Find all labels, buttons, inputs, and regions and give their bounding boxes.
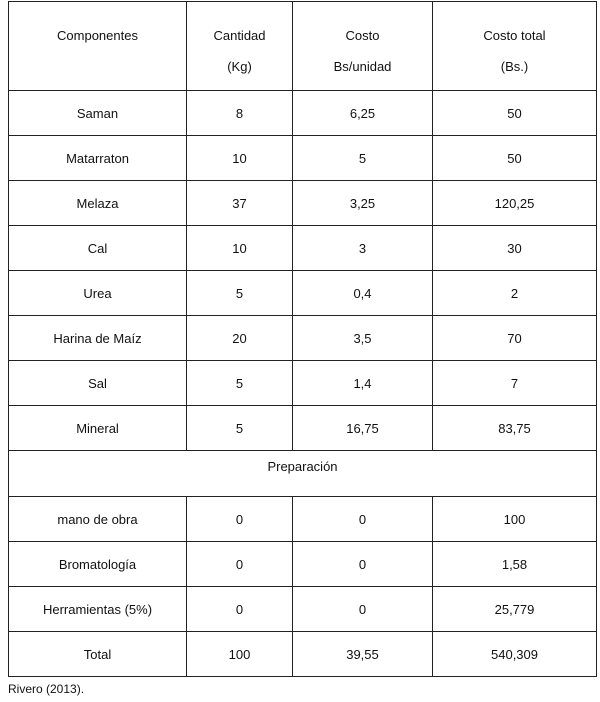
section-row [9,451,597,497]
cell-quantity: 20 [187,316,293,361]
source-citation: Rivero (2013). [8,682,85,696]
header-costo [293,2,433,91]
table-row [9,497,597,542]
cell-quantity: 37 [187,181,293,226]
cell-unit-cost: 0 [293,587,433,632]
header-costo-total-label: Costo total [483,28,546,43]
header-costo-label: Costo [345,28,380,43]
cell-component: Saman [9,91,187,136]
cell-total-cost: 25,779 [433,587,597,632]
table-row [9,542,597,587]
cell-total-cost: 70 [433,316,597,361]
cell-unit-cost: 6,25 [293,91,433,136]
cell-quantity: 5 [187,361,293,406]
cell-quantity: 5 [187,271,293,316]
header-cantidad [187,2,293,91]
cell-total-cost: 120,25 [433,181,597,226]
table-row [9,361,597,406]
cell-total-cost: 100 [433,497,597,542]
cell-unit-cost: 3,5 [293,316,433,361]
table-row [9,271,597,316]
header-costo-total [433,2,597,91]
cell-component: Melaza [9,181,187,226]
cost-table [8,1,597,677]
table-row [9,226,597,271]
cell-component: Sal [9,361,187,406]
cell-unit-cost: 3 [293,226,433,271]
cell-component: Urea [9,271,187,316]
table-row [9,632,597,677]
cell-quantity: 100 [187,632,293,677]
cell-total-cost: 50 [433,136,597,181]
cell-total-cost: 7 [433,361,597,406]
cell-total-cost: 1,58 [433,542,597,587]
cell-unit-cost: 1,4 [293,361,433,406]
header-cantidad-label: Cantidad [213,28,266,43]
cell-total-cost: 30 [433,226,597,271]
header-cantidad-unit: (Kg) [227,59,252,74]
cell-component: Bromatología [9,542,187,587]
cell-quantity: 0 [187,497,293,542]
header-componentes [9,2,187,91]
cell-total-cost: 2 [433,271,597,316]
cell-unit-cost: 16,75 [293,406,433,451]
cell-total-cost: 83,75 [433,406,597,451]
cell-component: Cal [9,226,187,271]
cell-unit-cost: 0 [293,497,433,542]
table-row [9,406,597,451]
cell-quantity: 10 [187,226,293,271]
cell-total-cost: 50 [433,91,597,136]
cell-component: Matarraton [9,136,187,181]
header-costo-total-unit: (Bs.) [500,59,529,74]
section-label: Preparación [267,459,338,474]
table-row [9,181,597,226]
cell-quantity: 0 [187,542,293,587]
header-componentes-label: Componentes [57,28,138,43]
cell-unit-cost: 5 [293,136,433,181]
cell-unit-cost: 0 [293,542,433,587]
cell-component: Herramientas (5%) [9,587,187,632]
table-row [9,587,597,632]
cell-quantity: 0 [187,587,293,632]
cell-unit-cost: 39,55 [293,632,433,677]
cell-total-cost: 540,309 [433,632,597,677]
cell-quantity: 8 [187,91,293,136]
table-row [9,91,597,136]
cell-component: Mineral [9,406,187,451]
cell-quantity: 10 [187,136,293,181]
header-costo-unit: Bs/unidad [333,59,392,74]
cell-unit-cost: 3,25 [293,181,433,226]
cell-unit-cost: 0,4 [293,271,433,316]
cell-component: Total [9,632,187,677]
cell-component: mano de obra [9,497,187,542]
table-row [9,316,597,361]
table-row [9,136,597,181]
cell-quantity: 5 [187,406,293,451]
section-cell [9,451,597,497]
cell-component: Harina de Maíz [9,316,187,361]
table-header-row [9,2,597,91]
